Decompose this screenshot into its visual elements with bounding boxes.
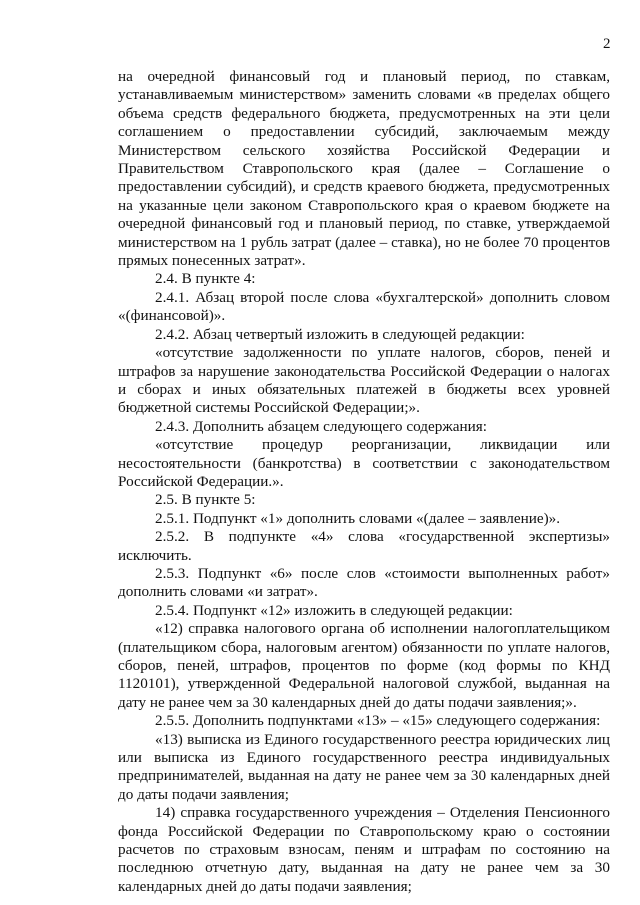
- paragraph: 14) справка государственного учреждения – Отделения Пенсионного фонда Российской Федерации по Ставропольскому краю о состоянии расчетов по страховым взносам, пеням и штрафам по состоянию на последнюю отчетную дату, выданная на дату не ранее чем за 30 календарных дней до даты подачи заявления;: [118, 804, 610, 895]
- paragraph: 2.5.4. Подпункт «12» изложить в следующей редакции:: [155, 601, 513, 619]
- paragraph: 2.4.2. Абзац четвертый изложить в следующей редакции:: [155, 325, 525, 343]
- paragraph: «отсутствие процедур реорганизации, ликвидации или несостоятельности (банкротства) в соответствии с законодательством Российской Федерации.».: [118, 436, 610, 490]
- paragraph: 2.4.3. Дополнить абзацем следующего содержания:: [155, 417, 487, 435]
- paragraph: «12) справка налогового органа об исполнении налогоплательщиком (плательщиком сбора, налоговым агентом) обязанности по уплате налогов, сборов, пеней, штрафов, процентов по форме (код формы по КНД 1120101), утвержденной Федеральной налоговой службой, выданная на дату не ранее чем за 30 календарных дней до даты подачи заявления;».: [118, 620, 610, 711]
- paragraph: 2.5.1. Подпункт «1» дополнить словами «(далее – заявление)».: [155, 509, 561, 527]
- paragraph: 2.5. В пункте 5:: [155, 491, 256, 509]
- paragraph: 2.4. В пункте 4:: [155, 270, 256, 288]
- paragraph: 2.4.1. Абзац второй после слова «бухгалтерской» дополнить словом «(финансовой)».: [118, 288, 610, 325]
- paragraph: 2.5.5. Дополнить подпунктами «13» – «15» следующего содержания:: [155, 712, 601, 730]
- page-number: 2: [603, 36, 611, 52]
- paragraph: на очередной финансовый год и плановый период, по ставкам, устанавливаемым министерством» заменить словами «в пределах общего объема средств федерального бюджета, предусмотренных на эти цели соглашением о предоставлении субсидий, заключаемым между Министерством сельского хозяйства Российской Федерации и Правительством Ставропольского края (далее – Соглашение о предоставлении субсидий), и средств краевого бюджета, предусмотренных на указанные цели законом Ставропольского края о краевом бюджете на очередной финансовый год и плановый период, по ставке, утверждаемой министерством на 1 рубль затрат (далее – ставка), но не более 70 процентов прямых понесенных затрат».: [118, 68, 610, 270]
- paragraph: «13) выписка из Единого государственного реестра юридических лиц или выписка из Единого государственного реестра индивидуальных предпринимателей, выданная на дату не ранее чем за 30 календарных дней до даты подачи заявления;: [118, 730, 610, 803]
- document-body: [118, 68, 610, 896]
- paragraph: «отсутствие задолженности по уплате налогов, сборов, пеней и штрафов за нарушение законодательства Российской Федерации о налогах и сборах и иных обязательных платежей в бюджеты всех уровней бюджетной системы Российской Федерации;».: [118, 344, 610, 417]
- paragraph: 2.5.2. В подпункте «4» слова «государственной экспертизы» исключить.: [118, 528, 610, 564]
- paragraph: 2.5.3. Подпункт «6» после слов «стоимости выполненных работ» дополнить словами «и затрат».: [118, 564, 610, 601]
